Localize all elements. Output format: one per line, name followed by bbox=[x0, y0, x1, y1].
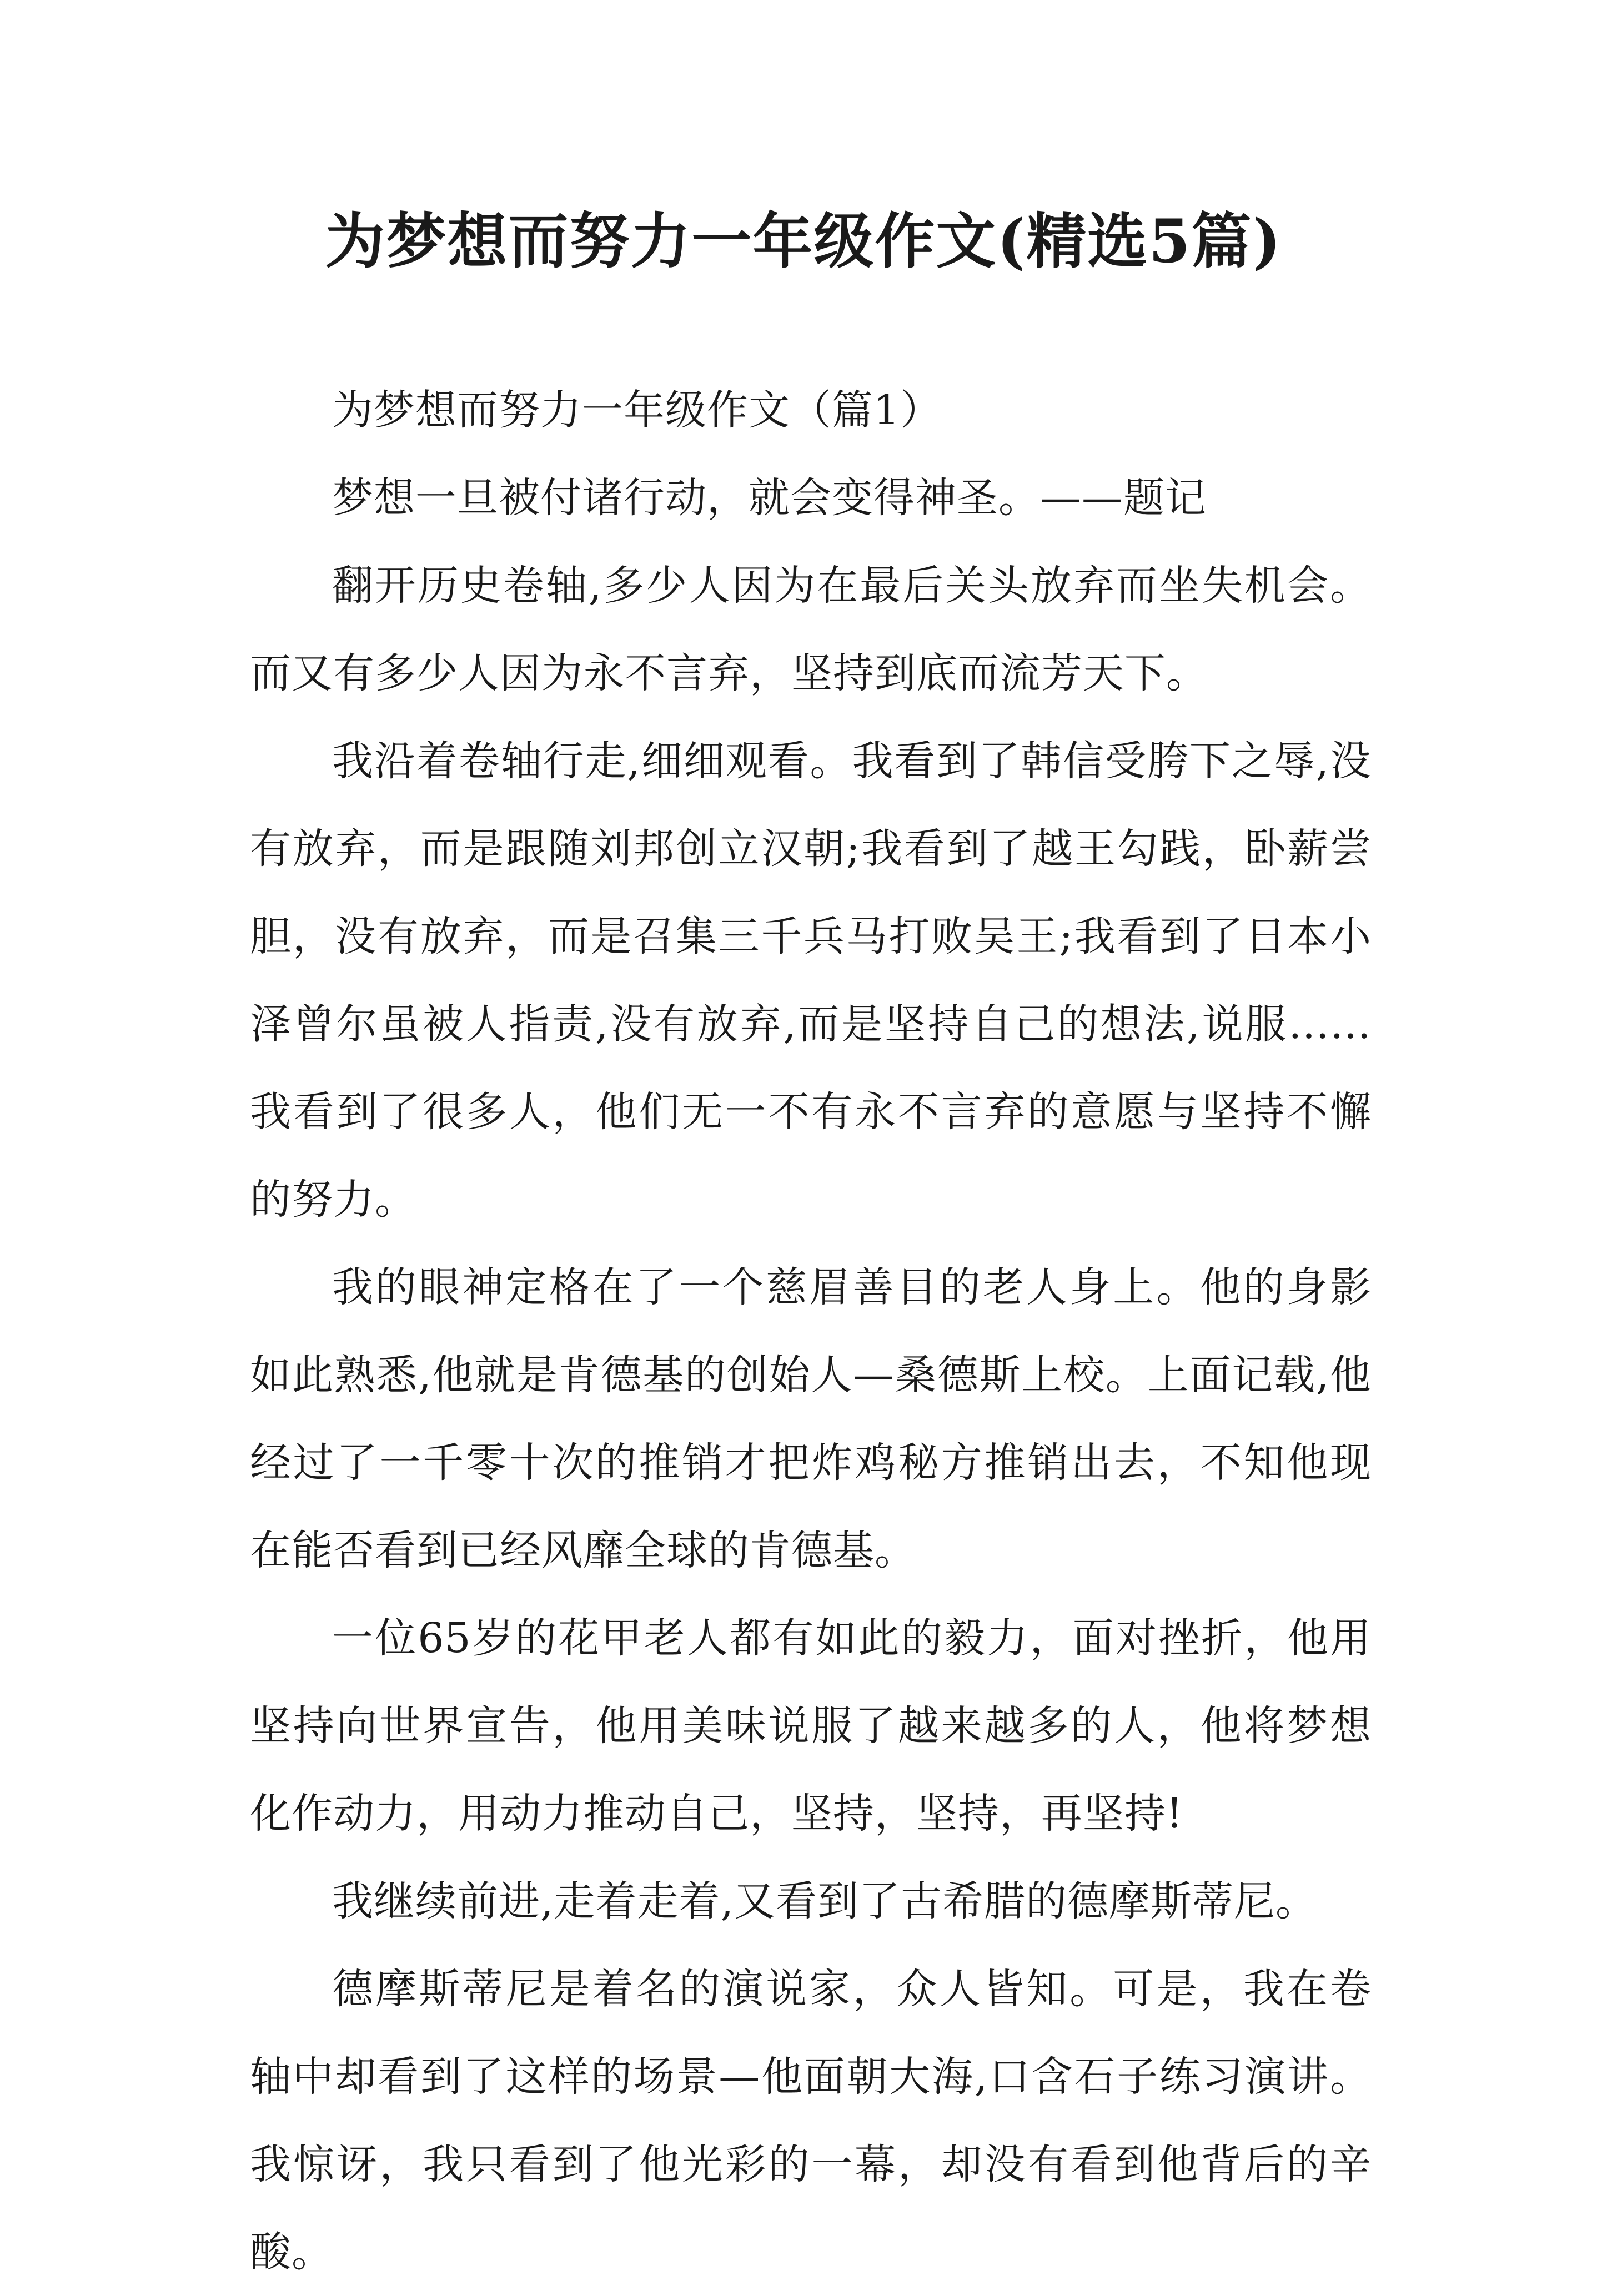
document-body bbox=[250, 366, 1372, 2296]
paragraph: 我的眼神定格在了一个慈眉善目的老人身上。他的身影如此熟悉,他就是肯德基的创始人—桑德斯上校。上面记载,他经过了一千零十次的推销才把炸鸡秘方推销出去，不知他现在能否看到已经风靡全球的肯德基。 bbox=[250, 1263, 1372, 1574]
section-heading: 为梦想而努力一年级作文（篇1） bbox=[332, 386, 942, 434]
document-title: 为梦想而努力一年级作文(精选5篇) bbox=[325, 207, 1282, 276]
paragraph: 一位65岁的花甲老人都有如此的毅力，面对挫折，他用坚持向世界宣告，他用美味说服了越来越多的人，他将梦想化作动力，用动力推动自己，坚持，坚持，再坚持! bbox=[250, 1614, 1372, 1837]
epigraph: 梦想一旦被付诸行动，就会变得神圣。——题记 bbox=[332, 474, 1207, 522]
paragraph: 我沿着卷轴行走,细细观看。我看到了韩信受胯下之辱,没有放弃，而是跟随刘邦创立汉朝;我看到了越王勾践，卧薪尝胆，没有放弃，而是召集三千兵马打败吴王;我看到了日本小泽曾尔虽被人指责,没有放弃,而是坚持自己的想法,说服……我看到了很多人，他们无一不有永不言弃的意愿与坚持不懈的努力。 bbox=[250, 737, 1372, 1223]
paragraph: 翻开历史卷轴,多少人因为在最后关头放弃而坐失机会。而又有多少人因为永不言弃，坚持到底而流芳天下。 bbox=[250, 562, 1372, 697]
paragraph: 德摩斯蒂尼是着名的演说家，众人皆知。可是，我在卷轴中却看到了这样的场景—他面朝大海,口含石子练习演讲。我惊讶，我只看到了他光彩的一幕，却没有看到他背后的辛酸。 bbox=[250, 1965, 1372, 2276]
paragraph: 我继续前进,走着走着,又看到了古希腊的德摩斯蒂尼。 bbox=[332, 1877, 1318, 1925]
